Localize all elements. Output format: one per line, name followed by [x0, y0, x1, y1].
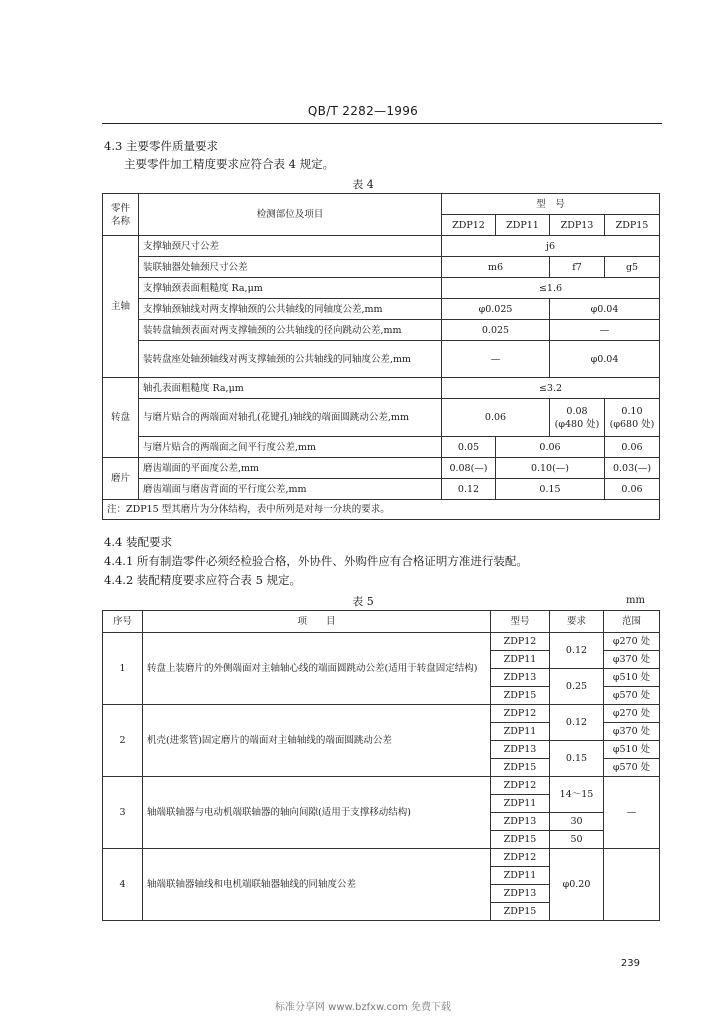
t4-value-line: 0.10 [621, 405, 643, 417]
t4-item: 轴孔表面粗糙度 Ra,μm [139, 378, 442, 399]
t5-header-range: 范围 [604, 611, 660, 633]
t5-range: φ370 处 [604, 651, 660, 669]
t5-req: 0.12 [550, 705, 604, 741]
t5-model: ZDP12 [491, 705, 550, 723]
t5-model: ZDP15 [491, 687, 550, 705]
page-number: 239 [620, 958, 640, 969]
t4-item: 磨齿端面与磨齿背面的平行度公差,mm [139, 479, 442, 500]
t4-value: φ0.04 [550, 299, 660, 320]
t5-model: ZDP15 [491, 759, 550, 777]
t4-value: 0.10(—) [496, 458, 605, 479]
t4-value-line: (φ480 处) [554, 418, 600, 430]
footer-watermark: 标准分享网 www.bzfxw.com 免费下载 [275, 1002, 451, 1013]
t4-value [550, 399, 605, 437]
t4-value: ≤3.2 [442, 378, 660, 399]
t4-value: 0.08(—) [442, 458, 496, 479]
t4-value: 0.05 [442, 437, 496, 458]
t4-item: 与磨片贴合的两端面对轴孔(花键孔)轴线的端面圆跳动公差,mm [139, 399, 442, 437]
t4-value [605, 399, 660, 437]
t4-value: 0.06 [605, 479, 660, 500]
t5-range-empty [604, 849, 660, 921]
t4-note: 注：ZDP15 型其磨片为分体结构，表中所列是对每一分块的要求。 [103, 500, 660, 520]
t5-range: φ510 处 [604, 741, 660, 759]
t5-range: φ270 处 [604, 705, 660, 723]
t5-no: 2 [103, 705, 143, 777]
t5-range: φ510 处 [604, 669, 660, 687]
section-4-4-1: 4.4.1 所有制造零件必须经检验合格，外协件、外购件应有合格证明方准进行装配。 [104, 554, 528, 568]
t5-model: ZDP12 [491, 777, 550, 795]
t5-req: 0.15 [550, 741, 604, 777]
section-4-3-title: 4.3 主要零件质量要求 [104, 139, 218, 153]
t5-range: φ270 处 [604, 633, 660, 651]
t4-value: 0.06 [605, 437, 660, 458]
t4-header-part: 零件名称 [103, 194, 139, 236]
t4-value: g5 [605, 257, 660, 278]
t5-header-req: 要求 [550, 611, 604, 633]
t4-header-item: 检测部位及项目 [139, 194, 442, 236]
table-5 [102, 610, 660, 921]
t4-value: m6 [442, 257, 550, 278]
section-4-3-body: 主要零件加工精度要求应符合表 4 规定。 [124, 157, 335, 171]
t4-item: 装转盘座处轴颈轴线对两支撑轴颈的公共轴线的同轴度公差,mm [139, 341, 442, 378]
t5-model: ZDP12 [491, 633, 550, 651]
t4-value: 0.12 [442, 479, 496, 500]
t5-header-no: 序号 [103, 611, 143, 633]
t4-value: ≤1.6 [442, 278, 660, 299]
t4-value: 0.06 [442, 399, 550, 437]
t4-item: 支撑轴颈表面粗糙度 Ra,μm [139, 278, 442, 299]
t5-range: — [604, 777, 660, 849]
t4-value: φ0.025 [442, 299, 550, 320]
t5-header-model: 型号 [491, 611, 550, 633]
t4-model-zdp15: ZDP15 [605, 215, 660, 236]
t4-item: 磨齿端面的平面度公差,mm [139, 458, 442, 479]
t5-item: 轴端联轴器与电动机端联轴器的轴向间隙(适用于支撑移动结构) [143, 777, 491, 849]
t4-item: 支撑轴颈尺寸公差 [139, 236, 442, 257]
t5-model: ZDP13 [491, 885, 550, 903]
t5-model: ZDP11 [491, 795, 550, 813]
t4-item: 支撑轴颈轴线对两支撑轴颈的公共轴线的同轴度公差,mm [139, 299, 442, 320]
t5-req: 30 [550, 813, 604, 831]
t5-item: 轴端联轴器轴线和电机端联轴器轴线的同轴度公差 [143, 849, 491, 921]
t5-item: 转盘上装磨片的外侧端面对主轴轴心线的端面圆跳动公差(适用于转盘固定结构) [143, 633, 491, 705]
section-4-4-2: 4.4.2 装配精度要求应符合表 5 规定。 [104, 573, 302, 587]
section-4-4-title: 4.4 装配要求 [104, 535, 172, 549]
t5-model: ZDP15 [491, 903, 550, 921]
t5-range: φ370 处 [604, 723, 660, 741]
t4-model-zdp11: ZDP11 [496, 215, 550, 236]
t4-value: 0.15 [496, 479, 605, 500]
header-rule [102, 123, 662, 124]
t5-req: 0.12 [550, 633, 604, 669]
t5-no: 4 [103, 849, 143, 921]
t4-value: 0.06 [496, 437, 605, 458]
t5-req: 14～15 [550, 777, 604, 813]
t5-header-item: 项 目 [143, 611, 491, 633]
t5-model: ZDP11 [491, 651, 550, 669]
t4-value: 0.025 [442, 320, 550, 341]
t5-no: 3 [103, 777, 143, 849]
table-4-caption: 表 4 [352, 178, 374, 191]
t5-range: φ570 处 [604, 687, 660, 705]
t4-value-line: 0.08 [566, 405, 588, 417]
t5-req: φ0.20 [550, 849, 604, 921]
t4-header-model: 型 号 [442, 194, 660, 215]
t5-model: ZDP11 [491, 867, 550, 885]
t4-value: φ0.04 [550, 341, 660, 378]
t5-model: ZDP13 [491, 669, 550, 687]
table-5-caption: 表 5 [352, 595, 374, 608]
t4-group-main-shaft: 主轴 [103, 236, 139, 378]
t4-value: j6 [442, 236, 660, 257]
t4-value: — [442, 341, 550, 378]
t5-model: ZDP13 [491, 813, 550, 831]
t4-group-rotor: 转盘 [103, 378, 139, 458]
standard-code: QB/T 2282—1996 [307, 104, 419, 118]
t5-no: 1 [103, 633, 143, 705]
t4-group-disc: 磨片 [103, 458, 139, 500]
table-5-unit: mm [626, 595, 645, 606]
t4-value: — [550, 320, 660, 341]
t5-model: ZDP15 [491, 831, 550, 849]
t5-model: ZDP12 [491, 849, 550, 867]
t5-item: 机壳(进浆管)固定磨片的端面对主轴轴线的端面圆跳动公差 [143, 705, 491, 777]
t5-req: 50 [550, 831, 604, 849]
t4-item: 装联轴器处轴颈尺寸公差 [139, 257, 442, 278]
t4-model-zdp13: ZDP13 [550, 215, 605, 236]
t5-model: ZDP11 [491, 723, 550, 741]
table-4 [102, 193, 660, 520]
t5-req: 0.25 [550, 669, 604, 705]
t4-model-zdp12: ZDP12 [442, 215, 496, 236]
t4-value: f7 [550, 257, 605, 278]
t4-item: 装转盘轴颈表面对两支撑轴颈的公共轴线的径向跳动公差,mm [139, 320, 442, 341]
t4-value: 0.03(—) [605, 458, 660, 479]
t4-value-line: (φ680 处) [609, 418, 655, 430]
t4-item: 与磨片贴合的两端面之间平行度公差,mm [139, 437, 442, 458]
t5-range: φ570 处 [604, 759, 660, 777]
t5-model: ZDP13 [491, 741, 550, 759]
